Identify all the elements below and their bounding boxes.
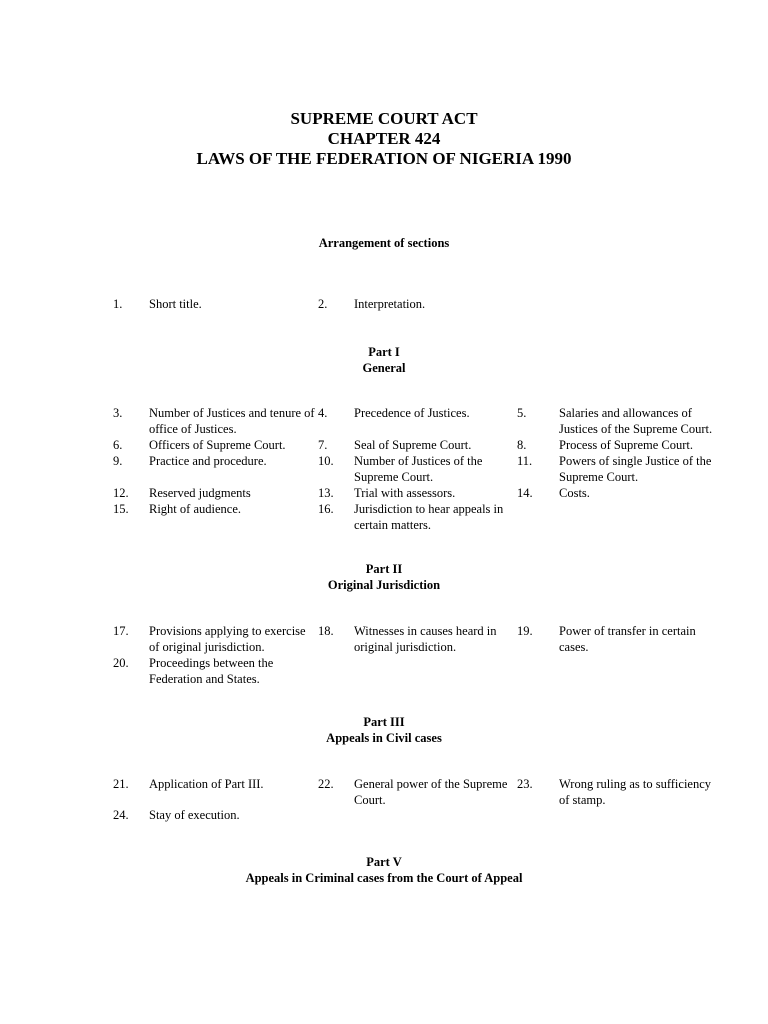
section-title: Reserved judgments [149,486,251,500]
section-title: Wrong ruling as to sufficiency of stamp. [559,777,712,807]
section-title: Seal of Supreme Court. [354,438,472,452]
section-title: Proceedings between the Federation and States. [149,656,274,686]
section-title: Right of audience. [149,502,241,516]
section-title: Powers of single Justice of the Supreme Court. [559,454,712,484]
section-number: 21. [113,777,129,791]
section-number: 1. [113,297,123,311]
section-number: 24. [113,808,129,822]
section-title: Number of Justices of the Supreme Court. [354,454,483,484]
act-title: SUPREME COURT ACT [290,109,478,128]
section-number: 10. [318,454,334,468]
section-title: Power of transfer in certain cases. [559,624,696,654]
section-number: 6. [113,438,123,452]
section-title: Salaries and allowances of Justices of the Supreme Court. [559,406,713,436]
section-number: 11. [517,454,533,468]
section-title: Jurisdiction to hear appeals in certain matters. [354,502,504,532]
part-3-label: Part III [363,715,405,729]
section-number: 4. [318,406,328,420]
section-title: General power of the Supreme Court. [354,777,508,807]
arrangement-heading: Arrangement of sections [318,236,450,250]
section-title: Process of Supreme Court. [559,438,694,452]
chapter-title: CHAPTER 424 [327,129,441,148]
section-number: 12. [113,486,129,500]
section-title: Number of Justices and tenure of office of Justices. [149,406,315,436]
section-number: 14. [517,486,533,500]
part-1-subtitle: General [362,361,406,375]
section-number: 22. [318,777,334,791]
section-number: 9. [113,454,123,468]
section-title: Costs. [559,486,590,500]
section-title: Short title. [149,297,202,311]
section-title: Officers of Supreme Court. [149,438,286,452]
section-number: 17. [113,624,129,638]
section-number: 19. [517,624,533,638]
section-number: 7. [318,438,328,452]
section-number: 15. [113,502,129,516]
section-title: Practice and procedure. [149,454,267,468]
laws-title: LAWS OF THE FEDERATION OF NIGERIA 1990 [196,149,572,168]
part-2-subtitle: Original Jurisdiction [327,578,441,592]
section-number: 16. [318,502,334,516]
part-1-label: Part I [368,345,400,359]
part-2-label: Part II [365,562,403,576]
section-number: 5. [517,406,527,420]
section-title: Trial with assessors. [354,486,456,500]
part-5-label: Part V [366,855,402,869]
section-number: 23. [517,777,533,791]
part-5-subtitle: Appeals in Criminal cases from the Court of Appeal [245,871,523,885]
document-title [0,109,768,169]
section-title: Witnesses in causes heard in original jurisdiction. [354,624,497,654]
section-number: 18. [318,624,334,638]
section-number: 2. [318,297,328,311]
part-3-subtitle: Appeals in Civil cases [326,731,442,745]
section-number: 8. [517,438,527,452]
section-title: Provisions applying to exercise of original jurisdiction. [149,624,306,654]
section-title: Stay of execution. [149,808,240,822]
section-number: 13. [318,486,334,500]
section-number: 3. [113,406,123,420]
section-title: Interpretation. [354,297,426,311]
section-number: 20. [113,656,129,670]
section-title: Application of Part III. [149,777,264,791]
section-title: Precedence of Justices. [354,406,470,420]
